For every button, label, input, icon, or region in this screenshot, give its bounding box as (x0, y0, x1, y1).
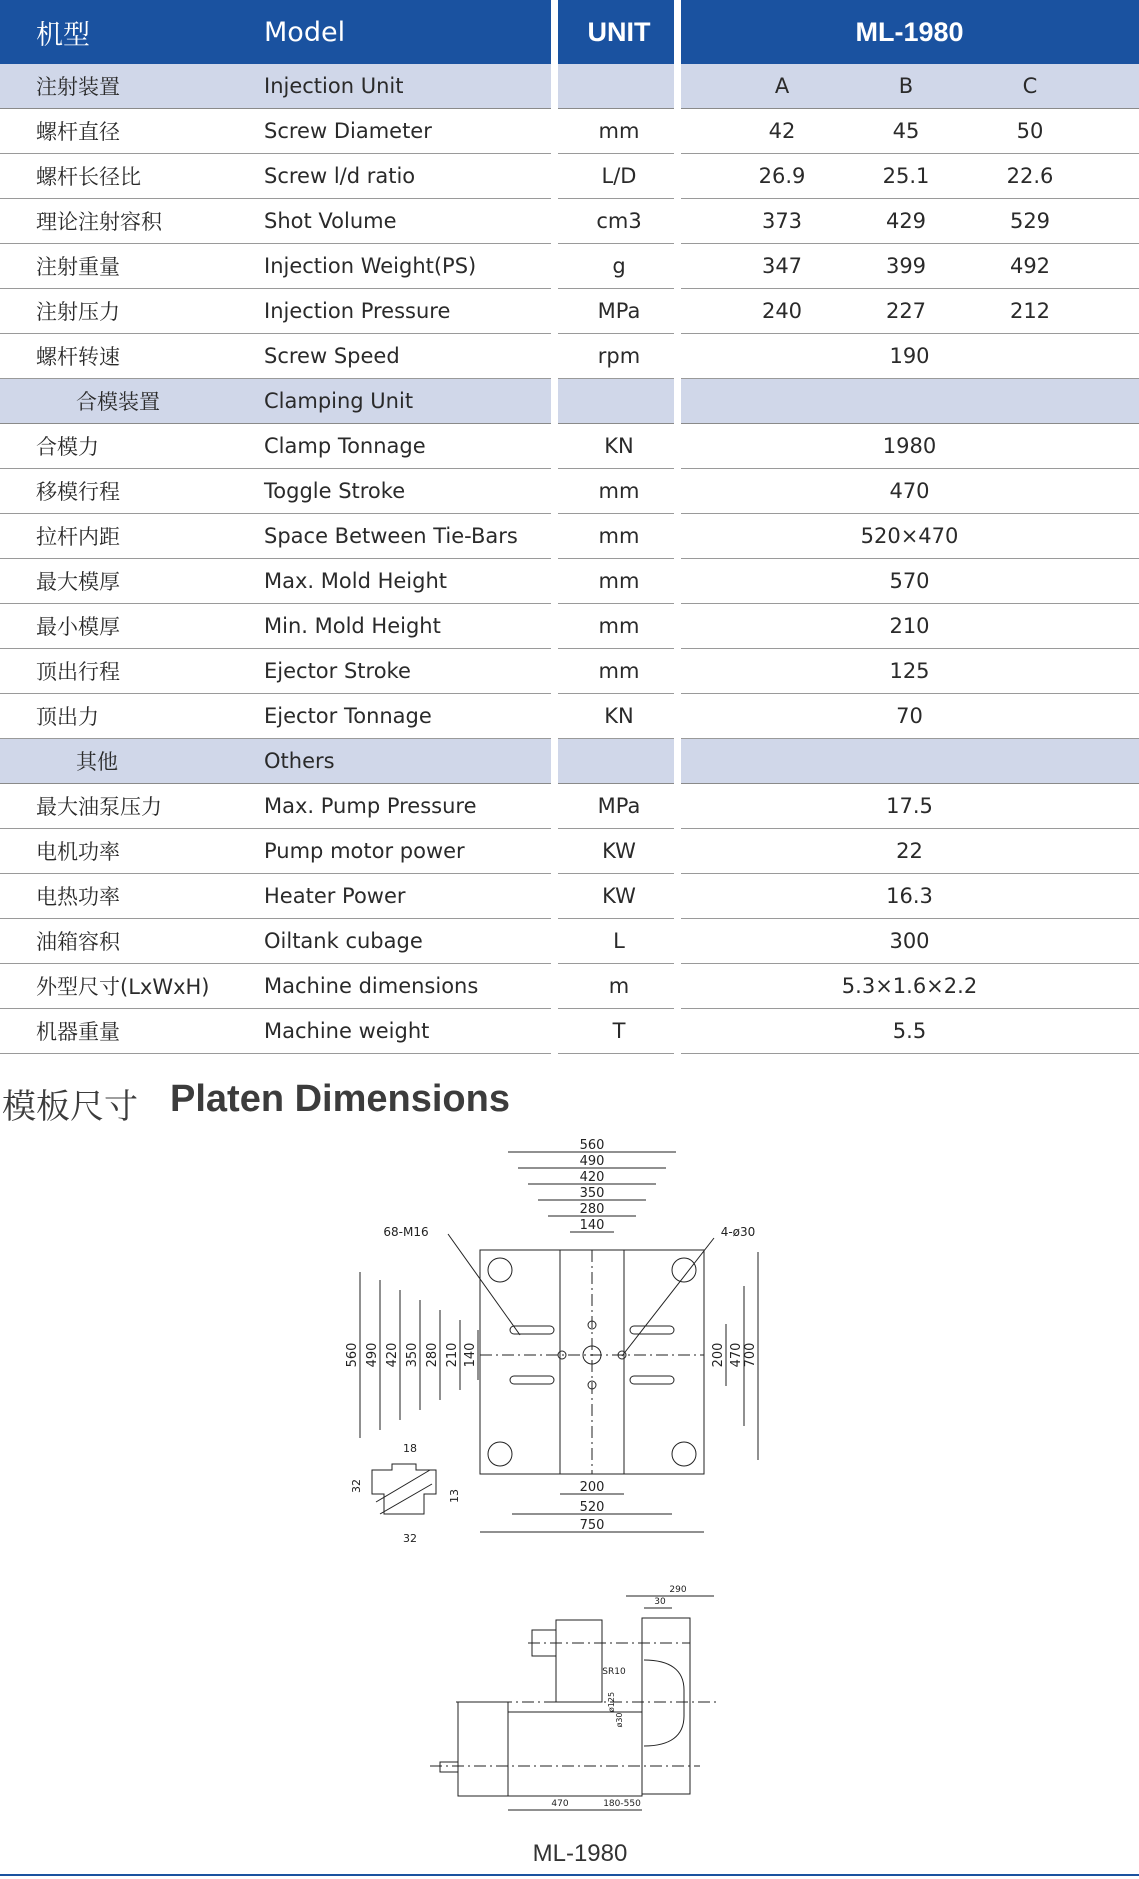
param-name-zh: 螺杆长径比 (36, 165, 141, 189)
dimension-label: 30 (654, 1597, 666, 1607)
table-row (0, 334, 1139, 379)
value: 5.5 (892, 1019, 927, 1043)
param-name-en: Machine dimensions (264, 974, 479, 998)
param-unit: KN (604, 434, 634, 458)
section-row (0, 64, 1139, 109)
param-name-zh: 注射重量 (36, 255, 120, 279)
value-c: C (1022, 74, 1038, 98)
param-name-zh: 油箱容积 (36, 930, 120, 954)
table-row (0, 559, 1139, 604)
param-name-zh: 机器重量 (36, 1020, 120, 1044)
header-model-zh: 机型 (36, 19, 90, 51)
param-name-en: Min. Mold Height (264, 614, 441, 638)
dimension-label: 750 (579, 1518, 605, 1533)
dimension-label: 140 (463, 1342, 478, 1368)
table-row (0, 469, 1139, 514)
value-b: 429 (885, 209, 927, 233)
param-name-zh: 注射压力 (36, 300, 120, 324)
param-name-zh: 注射装置 (36, 75, 120, 99)
table-row (0, 109, 1139, 154)
param-name-en: Space Between Tie-Bars (264, 524, 518, 548)
dimension-label: 470 (551, 1799, 569, 1809)
param-name-en: Injection Pressure (264, 299, 451, 323)
param-name-en: Pump motor power (264, 839, 465, 863)
dimension-label: 560 (579, 1138, 605, 1153)
value: 17.5 (886, 794, 933, 818)
clamp-cylinder (458, 1702, 508, 1796)
value-b: B (898, 74, 914, 98)
table-row (0, 1009, 1139, 1054)
table-row (0, 649, 1139, 694)
dimension-label: ø30 (615, 1712, 624, 1728)
param-name-en: Screw Speed (264, 344, 400, 368)
column-divider (551, 0, 558, 1060)
drawing-caption: ML-1980 (532, 1840, 628, 1867)
table-row (0, 784, 1139, 829)
value: 210 (889, 614, 930, 638)
value-a: 347 (761, 254, 803, 278)
param-unit: L/D (601, 164, 637, 188)
param-name-zh: 最大油泵压力 (36, 795, 162, 819)
tie-bar-hole (672, 1442, 696, 1466)
table-row (0, 244, 1139, 289)
param-name-en: Screw Diameter (264, 119, 432, 143)
dimension-label: 200 (579, 1480, 605, 1495)
injection-block (556, 1620, 602, 1702)
value-c: 50 (1016, 119, 1044, 143)
table-row (0, 199, 1139, 244)
table-row (0, 289, 1139, 334)
param-unit: MPa (597, 794, 641, 818)
dimension-label: 140 (579, 1218, 605, 1233)
value: 300 (889, 929, 930, 953)
platen-drawing (0, 1130, 1139, 1840)
value-a: A (774, 74, 790, 98)
param-unit: mm (598, 659, 640, 683)
table-row (0, 964, 1139, 1009)
dimension-label: 290 (669, 1585, 687, 1595)
value: 570 (889, 569, 930, 593)
param-name-en: Clamping Unit (264, 389, 414, 413)
param-unit: KW (602, 884, 636, 908)
section-row (0, 379, 1139, 424)
header-model-number: ML-1980 (855, 16, 964, 47)
param-unit: mm (598, 479, 640, 503)
value-b: 45 (892, 119, 920, 143)
param-unit: m (608, 974, 630, 998)
value: 22 (896, 839, 923, 863)
param-unit: MPa (597, 299, 641, 323)
param-name-en: Ejector Tonnage (264, 704, 432, 728)
param-name-en: Injection Weight(PS) (264, 254, 477, 278)
value-c: 22.6 (1006, 164, 1054, 188)
t-slot-detail (372, 1464, 436, 1514)
param-unit: rpm (597, 344, 641, 368)
fixed-platen (642, 1618, 690, 1794)
dimension-label: SR10 (602, 1667, 626, 1677)
param-unit (556, 739, 682, 783)
param-name-en: Oiltank cubage (264, 929, 423, 953)
param-unit: cm3 (596, 209, 642, 233)
value: 470 (889, 479, 930, 503)
nozzle-seat (644, 1660, 684, 1746)
param-name-en: Injection Unit (264, 74, 404, 98)
param-name-en: Clamp Tonnage (264, 434, 426, 458)
value-b: 399 (885, 254, 927, 278)
value-b: 25.1 (882, 164, 930, 188)
dimension-label: 32 (350, 1479, 363, 1493)
param-unit: T (612, 1019, 626, 1043)
table-row (0, 919, 1139, 964)
section-row (0, 739, 1139, 784)
param-name-zh: 外型尺寸(LxWxH) (36, 975, 210, 999)
column-divider (674, 0, 681, 1060)
value-b: 227 (885, 299, 927, 323)
dimension-label: ø125 (607, 1691, 616, 1713)
header-model-en: Model (264, 16, 346, 48)
param-name-zh: 理论注射容积 (36, 210, 162, 234)
table-header (0, 0, 1139, 64)
param-name-zh: 顶出行程 (36, 660, 120, 684)
param-unit (556, 64, 682, 108)
param-name-zh: 其他 (76, 750, 118, 774)
param-unit: mm (598, 524, 640, 548)
dimension-label: 490 (579, 1154, 605, 1169)
param-name-en: Ejector Stroke (264, 659, 411, 683)
param-unit: mm (598, 119, 640, 143)
dimension-label: 200 (711, 1342, 726, 1368)
header-unit: UNIT (587, 16, 651, 47)
value: 70 (896, 704, 923, 728)
table-row (0, 694, 1139, 739)
dimension-label: 700 (743, 1342, 758, 1368)
dimension-label: 490 (365, 1342, 380, 1368)
dimension-label: 4-ø30 (720, 1225, 756, 1239)
table-row (0, 829, 1139, 874)
value: 5.3×1.6×2.2 (841, 974, 978, 998)
param-name-en: Max. Mold Height (264, 569, 447, 593)
value-c: 529 (1009, 209, 1051, 233)
param-name-en: Heater Power (264, 884, 406, 908)
param-unit: mm (598, 569, 640, 593)
dimension-label: 32 (403, 1532, 417, 1545)
param-name-en: Machine weight (264, 1019, 430, 1043)
value-c: 212 (1009, 299, 1051, 323)
param-name-zh: 顶出力 (36, 705, 99, 729)
dimension-label: 560 (345, 1342, 360, 1368)
value: 190 (889, 344, 930, 368)
value-c: 492 (1009, 254, 1051, 278)
section-title-zh: 模板尺寸 (2, 1087, 138, 1127)
param-name-zh: 螺杆直径 (36, 120, 120, 144)
footer-rule (0, 1874, 1139, 1876)
dimension-label: 520 (579, 1500, 605, 1515)
param-name-en: Others (264, 749, 335, 773)
value-a: 373 (761, 209, 803, 233)
tie-bar-hole (672, 1258, 696, 1282)
value-a: 240 (761, 299, 803, 323)
param-name-zh: 最小模厚 (36, 615, 120, 639)
dimension-label: 180-550 (603, 1799, 641, 1809)
tie-bar-hole (488, 1258, 512, 1282)
param-unit: KN (604, 704, 634, 728)
dimension-label: 13 (448, 1489, 461, 1503)
dimension-label: 470 (729, 1342, 744, 1368)
dimension-label: 350 (579, 1186, 605, 1201)
section-title-en: Platen Dimensions (170, 1078, 510, 1120)
param-name-zh: 电机功率 (36, 840, 120, 864)
table-row (0, 154, 1139, 199)
param-name-zh: 螺杆转速 (36, 345, 120, 369)
param-name-zh: 最大模厚 (36, 570, 120, 594)
param-name-zh: 电热功率 (36, 885, 120, 909)
dimension-label: 420 (579, 1170, 605, 1185)
value-a: 42 (768, 119, 796, 143)
param-name-en: Screw l/d ratio (264, 164, 416, 188)
value-a: 26.9 (758, 164, 806, 188)
value: 520×470 (860, 524, 959, 548)
param-name-zh: 拉杆内距 (36, 525, 120, 549)
param-name-zh: 合模力 (36, 435, 99, 459)
dimension-label: 350 (405, 1342, 420, 1368)
dimension-label: 280 (579, 1202, 605, 1217)
param-unit: g (612, 254, 626, 278)
dimension-label: 210 (445, 1342, 460, 1368)
param-name-en: Max. Pump Pressure (264, 794, 477, 818)
table-row (0, 874, 1139, 919)
param-name-en: Shot Volume (264, 209, 397, 233)
dimension-label: 68-M16 (383, 1225, 429, 1239)
table-row (0, 604, 1139, 649)
dimension-label: 280 (425, 1342, 440, 1368)
param-unit (556, 379, 682, 423)
value: 1980 (882, 434, 937, 458)
tie-bar-hole (488, 1442, 512, 1466)
param-name-zh: 合模装置 (76, 390, 160, 414)
table-row (0, 514, 1139, 559)
value: 125 (889, 659, 930, 683)
table-row (0, 424, 1139, 469)
value: 16.3 (886, 884, 933, 908)
param-unit: L (613, 929, 625, 953)
param-name-en: Toggle Stroke (264, 479, 406, 503)
dimension-label: 420 (385, 1342, 400, 1368)
param-unit: KW (602, 839, 636, 863)
dimension-label: 18 (403, 1442, 417, 1455)
param-unit: mm (598, 614, 640, 638)
param-name-zh: 移模行程 (36, 480, 120, 504)
